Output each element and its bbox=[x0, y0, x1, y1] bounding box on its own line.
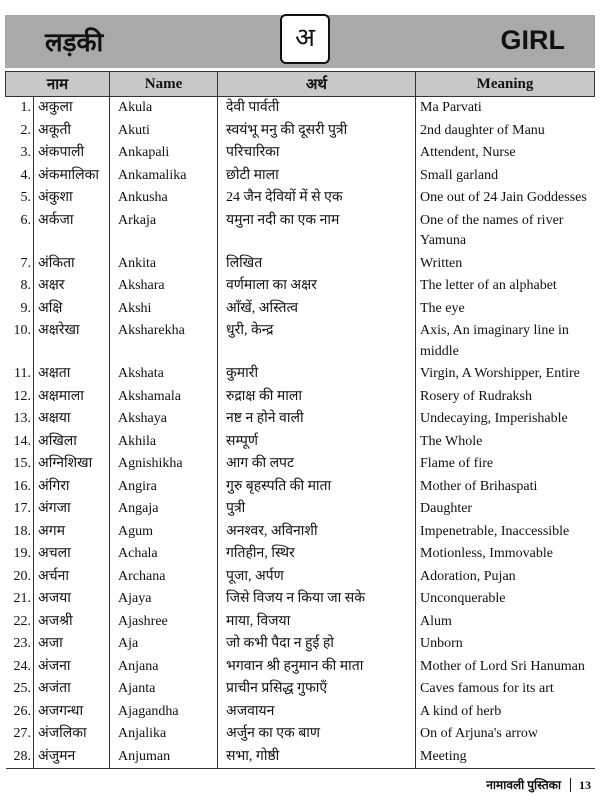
name: Akuti bbox=[110, 120, 218, 143]
row-number: 16. bbox=[13, 478, 31, 494]
meaning: One out of 24 Jain Goddesses bbox=[416, 187, 595, 210]
meaning: Attendent, Nurse bbox=[416, 142, 595, 165]
hindi-meaning: सभा, गोष्ठी bbox=[218, 746, 416, 769]
row-number: 15. bbox=[13, 456, 31, 471]
hindi-meaning: गुरु बृहस्पति की माता bbox=[218, 476, 416, 499]
hindi-meaning: माया, विजया bbox=[218, 611, 416, 634]
meaning: Written bbox=[416, 253, 595, 276]
hindi-name: अगम bbox=[34, 521, 110, 544]
table-row bbox=[6, 97, 595, 120]
meaning: The Whole bbox=[416, 431, 595, 454]
row-number: 8. bbox=[20, 278, 31, 293]
name: Akshara bbox=[110, 275, 218, 298]
meaning: One of the names of river Yamuna bbox=[416, 210, 595, 253]
name: Aksharekha bbox=[110, 320, 218, 363]
table-row bbox=[6, 701, 595, 724]
meaning: Small garland bbox=[416, 165, 595, 188]
table-row bbox=[6, 386, 595, 409]
row-number: 26. bbox=[13, 703, 31, 719]
name: Agnishikha bbox=[110, 453, 218, 476]
meaning: Adoration, Pujan bbox=[416, 566, 595, 589]
table-row bbox=[6, 521, 595, 544]
row-number: 17. bbox=[13, 501, 31, 516]
table-row bbox=[6, 476, 595, 499]
hindi-name: अर्चना bbox=[34, 566, 110, 589]
meaning: Unborn bbox=[416, 633, 595, 656]
name: Ankusha bbox=[110, 187, 218, 210]
meaning: The letter of an alphabet bbox=[416, 275, 595, 298]
table-row bbox=[6, 298, 595, 321]
hindi-meaning: लिखित bbox=[218, 253, 416, 276]
hindi-name: अंकमालिका bbox=[34, 165, 110, 188]
hindi-name: अखिला bbox=[34, 431, 110, 454]
hindi-name: अंकुशा bbox=[34, 187, 110, 210]
meaning: Caves famous for its art bbox=[416, 678, 595, 701]
hindi-name: अजया bbox=[34, 588, 110, 611]
page-footer bbox=[5, 777, 595, 793]
name: Ajagandha bbox=[110, 701, 218, 724]
hindi-name: अजंता bbox=[34, 678, 110, 701]
hindi-name: अक्षि bbox=[34, 298, 110, 321]
hindi-meaning: यमुना नदी का एक नाम bbox=[218, 210, 416, 253]
name: Akula bbox=[110, 97, 218, 120]
name: Ajashree bbox=[110, 611, 218, 634]
hindi-meaning: धुरी, केन्द्र bbox=[218, 320, 416, 363]
row-number: 7. bbox=[20, 255, 31, 271]
col-hindi-name: नाम bbox=[6, 72, 110, 97]
letter-box: अ bbox=[280, 14, 330, 64]
hindi-meaning: देवी पार्वती bbox=[218, 97, 416, 120]
meaning: Alum bbox=[416, 611, 595, 634]
name: Akshamala bbox=[110, 386, 218, 409]
name: Ajaya bbox=[110, 588, 218, 611]
hindi-meaning: आग की लपट bbox=[218, 453, 416, 476]
hindi-name: अक्षर bbox=[34, 275, 110, 298]
meaning: Undecaying, Imperishable bbox=[416, 408, 595, 431]
meaning: Motionless, Immovable bbox=[416, 543, 595, 566]
hindi-name: अंजना bbox=[34, 656, 110, 679]
table-row bbox=[6, 165, 595, 188]
hindi-meaning: अर्जुन का एक बाण bbox=[218, 723, 416, 746]
row-number: 21. bbox=[13, 591, 31, 606]
name: Achala bbox=[110, 543, 218, 566]
table-row bbox=[6, 543, 595, 566]
hindi-name: अक्षमाला bbox=[34, 386, 110, 409]
col-hindi-meaning: अर्थ bbox=[218, 72, 416, 97]
table-row bbox=[6, 678, 595, 701]
row-number: 11. bbox=[14, 366, 31, 381]
hindi-meaning: सम्पूर्ण bbox=[218, 431, 416, 454]
name: Angira bbox=[110, 476, 218, 499]
name: Ajanta bbox=[110, 678, 218, 701]
hindi-meaning: पुत्री bbox=[218, 498, 416, 521]
row-number: 12. bbox=[13, 388, 31, 404]
hindi-meaning: अनश्वर, अविनाशी bbox=[218, 521, 416, 544]
hindi-name: अंकिता bbox=[34, 253, 110, 276]
row-number: 23. bbox=[13, 636, 31, 651]
hindi-name: अंकपाली bbox=[34, 142, 110, 165]
hindi-name: अंगजा bbox=[34, 498, 110, 521]
hindi-name: अजगन्धा bbox=[34, 701, 110, 724]
hindi-meaning: जो कभी पैदा न हुई हो bbox=[218, 633, 416, 656]
hindi-meaning: कुमारी bbox=[218, 363, 416, 386]
hindi-name: अक्षरेखा bbox=[34, 320, 110, 363]
name: Anjalika bbox=[110, 723, 218, 746]
row-number: 3. bbox=[20, 145, 31, 160]
col-name: Name bbox=[110, 72, 218, 97]
hindi-meaning: भगवान श्री हनुमान की माता bbox=[218, 656, 416, 679]
name: Aja bbox=[110, 633, 218, 656]
hindi-meaning: स्वयंभू मनु की दूसरी पुत्री bbox=[218, 120, 416, 143]
table-header bbox=[6, 72, 595, 97]
row-number: 24. bbox=[13, 658, 31, 674]
hindi-title: लड़की bbox=[45, 28, 104, 58]
meaning: Virgin, A Worshipper, Entire bbox=[416, 363, 595, 386]
name: Agum bbox=[110, 521, 218, 544]
header-band bbox=[5, 15, 595, 68]
meaning: Ma Parvati bbox=[416, 97, 595, 120]
hindi-name: अग्निशिखा bbox=[34, 453, 110, 476]
row-number: 5. bbox=[20, 190, 31, 205]
name: Akshi bbox=[110, 298, 218, 321]
hindi-meaning: पूजा, अर्पण bbox=[218, 566, 416, 589]
name: Ankamalika bbox=[110, 165, 218, 188]
hindi-name: अकूती bbox=[34, 120, 110, 143]
meaning: Axis, An imaginary line in middle bbox=[416, 320, 595, 363]
table-row bbox=[6, 142, 595, 165]
meaning: Mother of Brihaspati bbox=[416, 476, 595, 499]
table-row bbox=[6, 120, 595, 143]
table-row bbox=[6, 363, 595, 386]
row-number: 25. bbox=[13, 681, 31, 696]
table-row bbox=[6, 656, 595, 679]
row-number: 9. bbox=[20, 300, 31, 316]
meaning: Unconquerable bbox=[416, 588, 595, 611]
row-number: 6. bbox=[20, 212, 31, 228]
names-table bbox=[5, 71, 595, 769]
row-number: 28. bbox=[6, 746, 34, 769]
row-number: 27. bbox=[13, 726, 31, 741]
table-row bbox=[6, 746, 595, 769]
meaning: Impenetrable, Inaccessible bbox=[416, 521, 595, 544]
meaning: Meeting bbox=[416, 746, 595, 769]
hindi-meaning: अजवायन bbox=[218, 701, 416, 724]
table-row bbox=[6, 431, 595, 454]
hindi-name: अक्षया bbox=[34, 408, 110, 431]
name: Akshata bbox=[110, 363, 218, 386]
hindi-meaning: प्राचीन प्रसिद्ध गुफाएँ bbox=[218, 678, 416, 701]
table-row bbox=[6, 408, 595, 431]
hindi-meaning: 24 जैन देवियों में से एक bbox=[218, 187, 416, 210]
row-number: 13. bbox=[13, 411, 31, 426]
hindi-name: अर्कजा bbox=[34, 210, 110, 253]
row-number: 1. bbox=[20, 100, 31, 115]
meaning: On of Arjuna's arrow bbox=[416, 723, 595, 746]
table-row bbox=[6, 320, 595, 363]
row-number: 14. bbox=[13, 433, 31, 449]
hindi-name: अकुला bbox=[34, 97, 110, 120]
name: Archana bbox=[110, 566, 218, 589]
english-title: GIRL bbox=[500, 25, 565, 55]
hindi-name: अक्षता bbox=[34, 363, 110, 386]
hindi-meaning: आँखें, अस्तित्व bbox=[218, 298, 416, 321]
meaning: 2nd daughter of Manu bbox=[416, 120, 595, 143]
meaning: The eye bbox=[416, 298, 595, 321]
hindi-meaning: गतिहीन, स्थिर bbox=[218, 543, 416, 566]
table-row bbox=[6, 723, 595, 746]
meaning: Mother of Lord Sri Hanuman bbox=[416, 656, 595, 679]
table-row bbox=[6, 187, 595, 210]
name: Ankapali bbox=[110, 142, 218, 165]
table-row bbox=[6, 210, 595, 253]
row-number: 22. bbox=[13, 613, 31, 629]
name: Ankita bbox=[110, 253, 218, 276]
hindi-name: अंजुमन bbox=[34, 746, 110, 769]
table-row bbox=[6, 588, 595, 611]
hindi-meaning: रुद्राक्ष की माला bbox=[218, 386, 416, 409]
row-number: 19. bbox=[13, 546, 31, 561]
page-number: 13 bbox=[570, 778, 591, 792]
table-row bbox=[6, 253, 595, 276]
name: Anjuman bbox=[110, 746, 218, 769]
hindi-name: अंगिरा bbox=[34, 476, 110, 499]
row-number: 18. bbox=[13, 523, 31, 539]
table-row bbox=[6, 453, 595, 476]
hindi-meaning: जिसे विजय न किया जा सके bbox=[218, 588, 416, 611]
name: Arkaja bbox=[110, 210, 218, 253]
table-row bbox=[6, 633, 595, 656]
name: Akshaya bbox=[110, 408, 218, 431]
name: Akhila bbox=[110, 431, 218, 454]
row-number: 20. bbox=[13, 568, 31, 584]
table-row bbox=[6, 275, 595, 298]
col-meaning: Meaning bbox=[416, 72, 595, 97]
hindi-name: अजा bbox=[34, 633, 110, 656]
row-number: 4. bbox=[20, 167, 31, 183]
table-row bbox=[6, 498, 595, 521]
hindi-name: अचला bbox=[34, 543, 110, 566]
row-number: 10. bbox=[13, 323, 31, 338]
hindi-meaning: नष्ट न होने वाली bbox=[218, 408, 416, 431]
name: Anjana bbox=[110, 656, 218, 679]
hindi-name: अजश्री bbox=[34, 611, 110, 634]
name: Angaja bbox=[110, 498, 218, 521]
table-row bbox=[6, 611, 595, 634]
meaning: Daughter bbox=[416, 498, 595, 521]
meaning: Flame of fire bbox=[416, 453, 595, 476]
book-title: नामावली पुस्तिका bbox=[486, 778, 561, 792]
hindi-meaning: परिचारिका bbox=[218, 142, 416, 165]
hindi-meaning: छोटी माला bbox=[218, 165, 416, 188]
hindi-meaning: वर्णमाला का अक्षर bbox=[218, 275, 416, 298]
meaning: A kind of herb bbox=[416, 701, 595, 724]
hindi-name: अंजलिका bbox=[34, 723, 110, 746]
table-row bbox=[6, 566, 595, 589]
meaning: Rosery of Rudraksh bbox=[416, 386, 595, 409]
row-number: 2. bbox=[20, 122, 31, 138]
